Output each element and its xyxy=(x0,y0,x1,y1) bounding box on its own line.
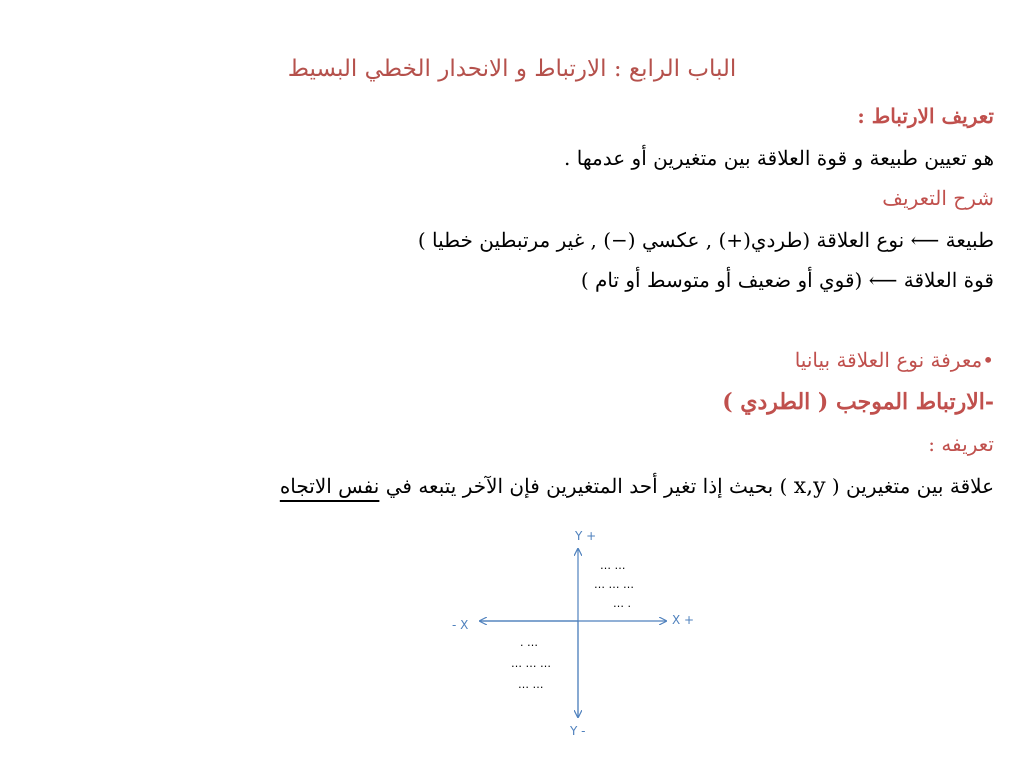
variables-xy: x,y xyxy=(793,474,826,499)
lower-dots-row-1: . … xyxy=(520,636,538,649)
lower-dots-row-2: … … … xyxy=(511,657,551,670)
same-direction-text: نفس الاتجاه xyxy=(279,474,380,498)
y-plus-label: Y + xyxy=(575,529,597,543)
relation-text-mid: ) بحيث إذا تغير أحد المتغيرين فإن الآخر يتبعه في xyxy=(385,474,788,498)
x-plus-label: X + xyxy=(672,613,695,627)
definition-text: هو تعيين طبيعة و قوة العلاقة بين متغيرين أو عدمها . xyxy=(564,146,994,170)
x-minus-label: - X xyxy=(452,618,469,632)
upper-dots-row-3: … . xyxy=(613,597,631,610)
upper-dots-row-1: … … xyxy=(600,559,626,572)
positive-correlation-heading: -الارتباط الموجب ( الطردي ) xyxy=(722,389,994,415)
chapter-title: الباب الرابع : الارتباط و الانحدار الخطي البسيط xyxy=(287,56,737,82)
lower-dots-row-3: … … xyxy=(518,678,544,691)
explanation-heading: شرح التعريف xyxy=(882,186,994,210)
nature-line: طبيعة ⟵ نوع العلاقة (طردي(+) , عكسي (−) , غير مرتبطين خطيا ) xyxy=(417,228,994,252)
graph-heading: •معرفة نوع العلاقة بيانيا xyxy=(794,348,994,372)
positive-correlation-diagram xyxy=(440,525,710,745)
relation-text-start: علاقة بين متغيرين ( xyxy=(831,474,994,498)
its-definition-label: تعريفه : xyxy=(928,432,994,456)
y-minus-label: Y - xyxy=(570,724,586,738)
relation-text xyxy=(30,472,994,501)
strength-line: قوة العلاقة ⟵ (قوي أو ضعيف أو متوسط أو تام ) xyxy=(580,268,994,292)
definition-heading: تعريف الارتباط : xyxy=(857,104,994,128)
upper-dots-row-2: … … … xyxy=(594,578,634,591)
